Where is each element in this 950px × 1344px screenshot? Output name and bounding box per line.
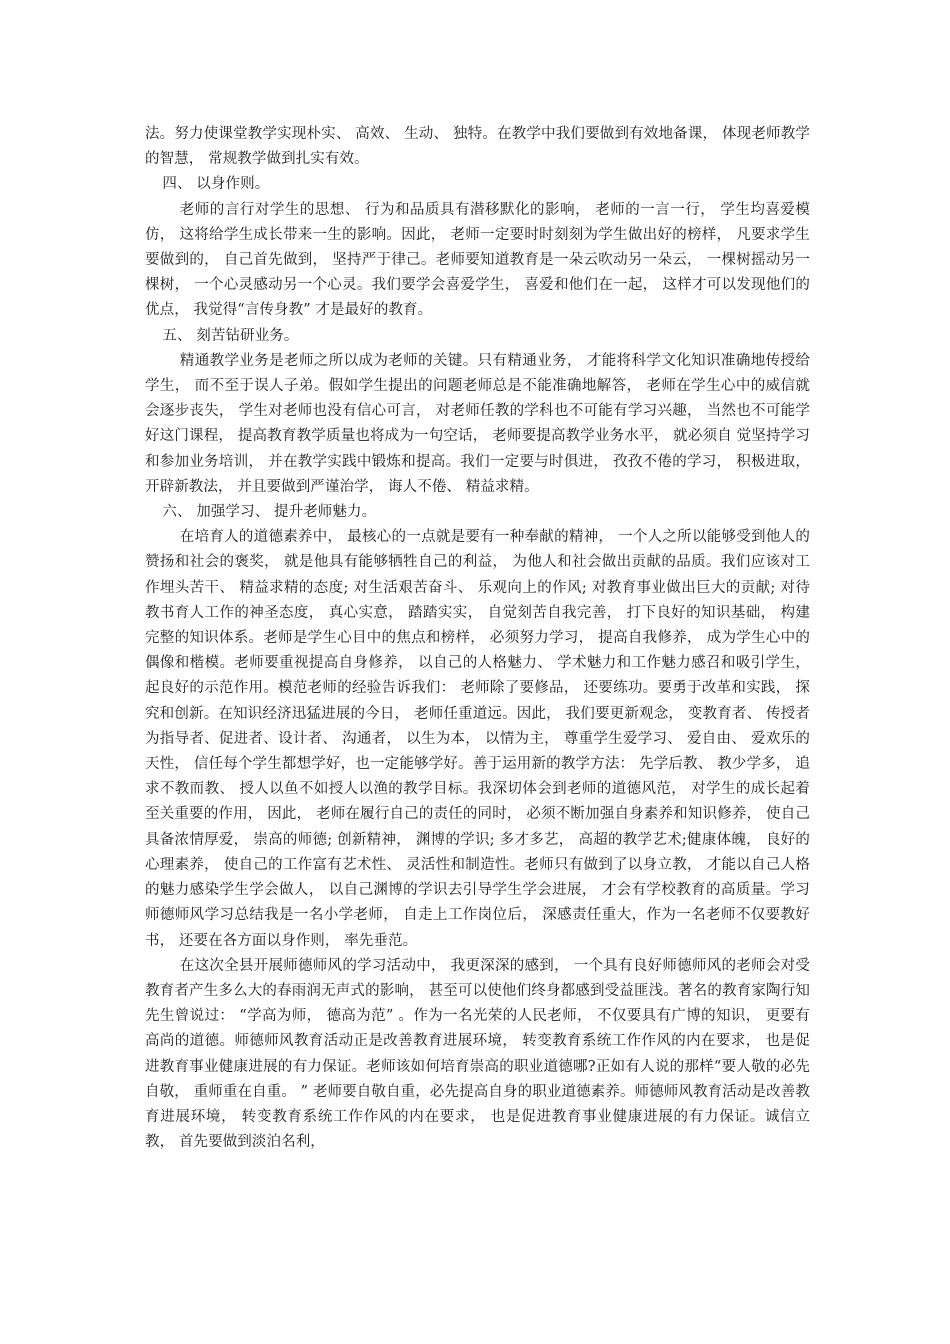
paragraph-ethics-campaign: 在这次全县开展师德师风的学习活动中， 我更深深的感到， 一个具有良好师德师风的老师会对受教育者产生多么大的春雨润无声式的影响， 甚至可以使他们终身都感到受益匪浅。著名的教育家陶行知先生曾说过： “学高为师， 德高为范” 。作为一名光荣的人民老师， 不仅要具有广博的知识， 更要有高尚的道德。师德师风教育活动正是改善教育进展环境， 转变教育系统工作作风的内在要求， 也是促进教育事业健康进展的有力保证。老师该如何培育崇高的职业道德哪?正如有人说的那样“要人敬的必先自敬， 重师重在自重。 ” 老师要自敬自重，必先提高自身的职业道德素养。师德师风教育活动是改善教育进展环境， 转变教育系统工作作风的内在要求， 也是促进教育事业健康进展的有力保证。诚信立教， 首先要做到淡泊名利， [145, 957, 810, 1151]
paragraph-continued: 法。努力使课堂教学实现朴实、 高效、 生动、 独特。在教学中我们要做到有效地备课， 体现老师教学的智慧， 常规教学做到扎实有效。 [145, 126, 810, 168]
document-body [145, 122, 810, 1155]
section-heading-4: 四、 以身作则。 [162, 176, 270, 193]
paragraph-lead-by-example: 老师的言行对学生的思想、 行为和品质具有潜移默化的影响， 老师的一言一行， 学生均喜爱模仿， 这将给学生成长带来一生的影响。因此， 老师一定要时时刻刻为学生做出好的榜样， 凡要求学生要做到的， 自己首先做到， 坚持严于律己。老师要知道教育是一朵云吹动另一朵云， 一棵树摇动另一棵树， 一个心灵感动另一个心灵。我们要学会喜爱学生， 喜爱和他们在一起， 这样才可以发现他们的优点， 我觉得“言传身教” 才是最好的教育。 [145, 201, 810, 319]
paragraph-study-business: 精通教学业务是老师之所以成为老师的关键。只有精通业务， 才能将科学文化知识准确地传授给学生， 而不至于误人子弟。假如学生提出的问题老师总是不能准确地解答， 老师在学生心中的威信就会逐步丧失， 学生对老师也没有信心可言， 对老师任教的学科也不可能有学习兴趣， 当然也不可能学好这门课程， 提高教育教学质量也将成为一句空话， 老师要提高教学业务水平， 就必须自 觉坚持学习和参加业务培训， 并在教学实践中锻炼和提高。我们一定要与时俱进， 孜孜不倦的学习， 积极进取， 开辟新教法， 并且要做到严谨治学， 诲人不倦、 精益求精。 [145, 352, 810, 495]
paragraph-teacher-charm: 在培育人的道德素养中， 最核心的一点就是要有一种奉献的精神， 一个人之所以能够受到他人的赞扬和社会的褒奖， 就是他具有能够牺牲自己的利益， 为他人和社会做出贡献的品质。我们应该对工作埋头苦干、 精益求精的态度; 对生活艰苦奋斗、 乐观向上的作风; 对教育事业做出巨大的贡献; 对待教书育人工作的神圣态度， 真心实意， 踏踏实实， 自觉刻苦自我完善， 打下良好的知识基础， 构建完整的知识体系。老师是学生心目中的焦点和榜样， 必须努力学习， 提高自我修养， 成为学生心中的偶像和楷模。老师要重视提高自身修养， 以自己的人格魅力、 学术魅力和工作魅力感召和吸引学生， 起良好的示范作用。模范老师的经验告诉我们： 老师除了要修品， 还要练功。要勇于改革和实践， 探究和创新。在知识经济迅猛进展的今日， 老师任重道远。因此， 我们要更新观念， 变教育者、 传授者为指导者、促进者、设计者、 沟通者， 以生为本， 以情为主， 尊重学生爱学习、 爱自由、 爱欢乐的天性， 信任每个学生都想学好，也一定能够学好。善于运用新的教学方法： 先学后教、 教少学多， 追求不教而教、 授人以鱼不如授人以渔的教学目标。我深切体会到老师的道德风范， 对学生的成长起着至关重要的作用， 因此， 老师在履行自己的责任的同时， 必须不断加强自身素养和知识修养， 使自己具备浓情厚爱， 崇高的师德; 创新精神， 渊博的学识; 多才多艺， 高超的教学艺术;健康体魄， 良好的心理素养， 使自己的工作富有艺术性、 灵活性和制造性。老师只有做到了以身立教， 才能以自己人格的魅力感染学生学会做人， 以自己渊博的学识去引导学生学会进展， 才会有学校教育的高质量。学习师德师风学习总结我是一名小学老师， 自走上工作岗位后， 深感责任重大，作为一名老师不仅要教好书， 还要在各方面以身作则， 率先垂范。 [145, 529, 810, 949]
section-heading-5: 五、 刻苦钻研业务。 [162, 327, 299, 344]
section-heading-6: 六、 加强学习、 提升老师魅力。 [162, 504, 377, 521]
